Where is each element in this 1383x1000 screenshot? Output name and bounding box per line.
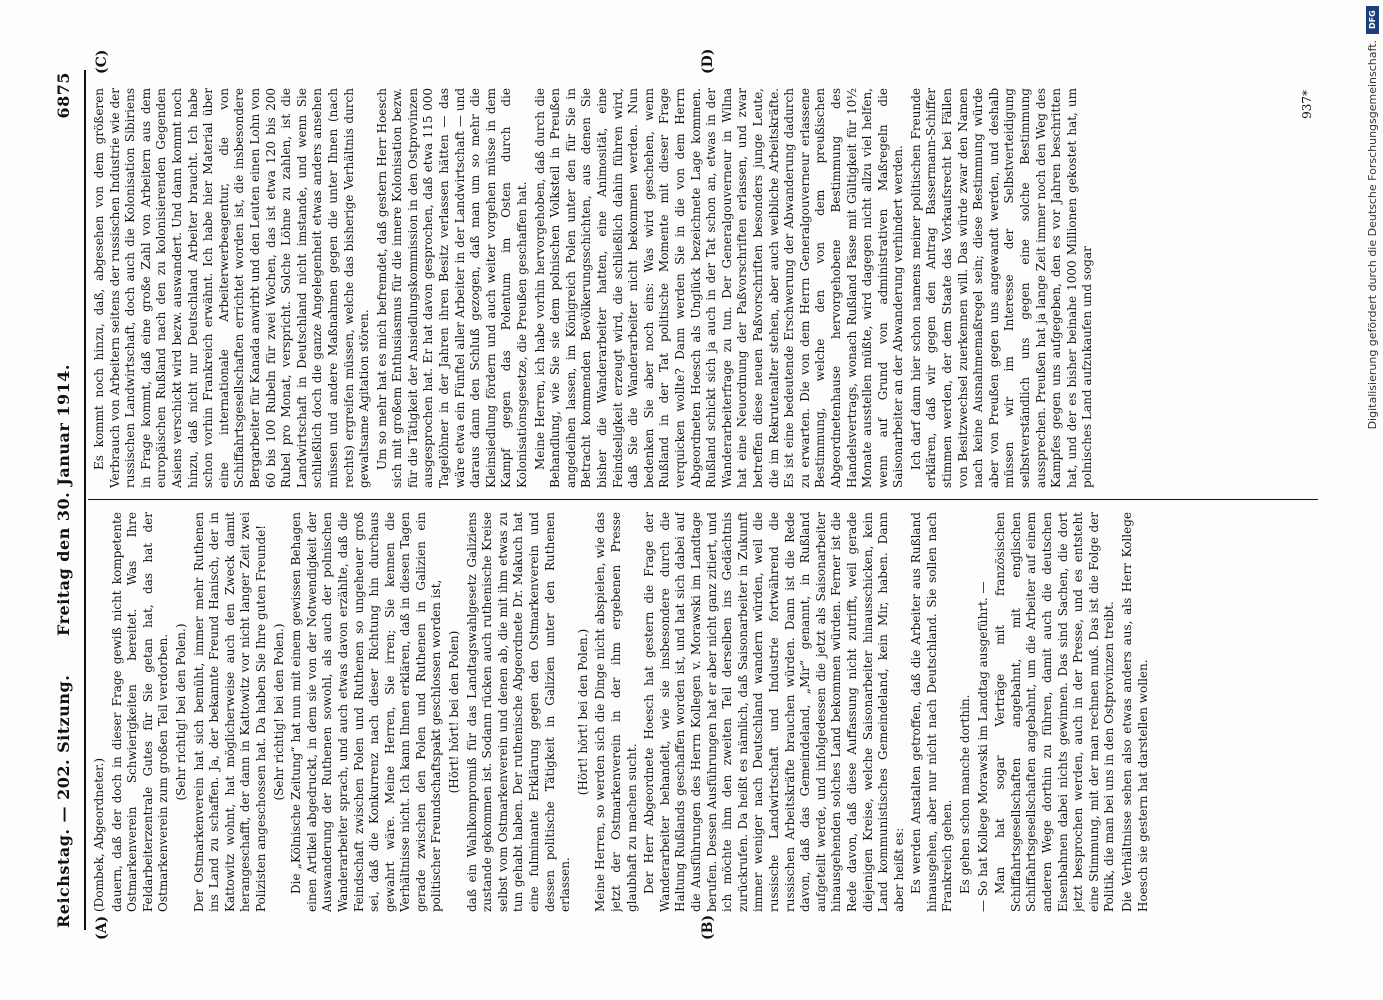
paragraph: Die „Kölnische Zeitung“ hat nun mit einem gewissen Behagen einen Artikel abgedruckt, in dem sie von der Notwendigkeit der Auswanderung der Ruthenen sowohl, als auch der polnischen Wanderarbeiter sprach, und auch etwas davon erzählte, daß die Feindschaft zwischen Polen und Ruthenen so ungeheuer groß sei, daß die Konkurrenz nach dieser Richtung hin durchaus gewahrt wäre. Meine Herren, Sie irren; Sie kennen die Verhältnisse nicht. Ich kann Ihnen erklären, daß in diesen Tagen gerade zwischen den Polen und Ruthenen in Galizien ein politischer Freundschaftspakt geschlossen worden ist, (289, 512, 444, 912)
paragraph: Es kommt noch hinzu, daß, abgesehen von dem größeren Verbrauch von Arbeitern seitens der russischen Industrie wie der russischen Landwirtschaft, doch auch die Kolonisation Sibiriens in Frage kommt, daß eine große Zahl von Arbeitern aus dem europäischen Rußland nach den zu kolonisierenden Gegenden Asiens verschickt wird bezw. auswandert. Und dann kommt noch hinzu, daß nicht nur Deutschland Arbeiter braucht. Ich habe schon vorhin Frankreich erwähnt. Ich habe hier Material über eine internationale Arbeiterwerbeagentur, die von Schiffahrtsgesellschaften errichtet worden ist, die insbesondere Bergarbeiter für Kanada anwirbt und den Leuten einen Lohn von 60 bis 100 Rubeln für zwei Wochen, das ist etwa 120 bis 200 Rubel pro Monat, verspricht. Solche Löhne zu zahlen, ist die Landwirtschaft in Deutschland nicht imstande, und wenn Sie schließlich doch die ganze Angelegenheit etwas anders ansehen müssen und andere Maßnahmen gegen die unter Ihnen (nach rechts) ergreifen müssen, welche das bisherige Verhältnis durch gewaltsame Agitation stören. (92, 88, 372, 488)
text-column-left (92, 512, 1312, 912)
running-head-left: Reichstag. — 202. Sitzung. (54, 674, 73, 928)
page-number: 6875 (54, 72, 73, 119)
header-rule (84, 70, 86, 930)
digitization-notice: Digitalisierung gefördert durch die Deutsche Forschungsgemeinschaft. (1366, 40, 1379, 430)
paragraph: (Sehr richtig! bei den Polen.) (173, 623, 188, 801)
paragraph: (Hört! hört! bei den Polen) (447, 630, 462, 794)
paragraph: Meine Herren, ich habe vorhin hervorgehoben, daß durch die Behandlung, wie Sie sie dem polnischen Volksteil in Preußen angedeihen lassen, im Königreich Polen unter den für Sie in Betracht kommenden Bevölkerungsschichten, aus denen Sie bisher die Wanderarbeiter hatten, eine Animosität, eine Feindseligkeit erzeugt wird, die schließlich dahin führen wird, daß Sie die Wanderarbeiter nicht bekommen werden. Nun bedenken Sie aber noch eins: Was wird geschehen, wenn Rußland in der Tat politische Momente mit dieser Frage verquicken wollte? Dann werden Sie in die von dem Herrn Abgeordneten Hoesch als Unglück bezeichnete Lage kommen. Rußland schickt sich ja auch in der Tat schon an, etwas in der Wanderarbeiterfrage zu tun. Der Generalgouverneur in Wilna hat eine Neuordnung der Paßvorschriften erlassen, und zwar betreffen diese neuen Paßvorschriften besonders junge Leute, die im Rekrutenalter stehen, aber auch weibliche Arbeitskräfte. Es ist eine bedeutende Erschwerung der Abwanderung dadurch zu erwarten. Die von dem Herrn Generalgouverneur erlassene Bestimmung, welche den von dem preußischen Abgeordnetenhause hervorgehobene Bestimmung des Handelsvertrags, wonach Rußland Pässe mit Gültigkeit für 10½ Monate ausstellen müßte, wird dagegen nicht allzu viel helfen, wenn auf Grund von administrativen Maßregeln die Saisonarbeiter an der Abwanderung verhindert werden. (532, 88, 906, 488)
paragraph: Um so mehr hat es mich befremdet, daß gestern Herr Hoesch sich mit großem Enthusiasmus für die innere Kolonisation bezw. für die Tätigkeit der Ansiedlungskommission in den Ostprovinzen ausgesprochen hat. Er hat davon gesprochen, daß etwa 115 000 Tagelöhner in der Jahren ihren Besitz verlassen hätten — das wäre etwa ein Fünftel aller Arbeiter in der Landwirtschaft — und daraus dann den Schluß gezogen, daß man um so mehr die Kleinsiedlung fördern und auch weiter vorgehen müsse in dem Kampf gegen das Polentum im Osten durch die Kolonisationsgesetze, die Preußen geschaffen hat. (374, 88, 530, 488)
paragraph: Der Herr Abgeordnete Hoesch hat gestern die Frage der Wanderarbeiter behandelt, wie sie insbesondere durch die Haltung Rußlands geschaffen worden ist, und hat sich dabei auf die Ausführungen des Herrn Kollegen v. Morawski im Landtage berufen. Dessen Ausführungen hat er aber nicht ganz zitiert, und ich möchte ihm den zweiten Teil derselben ins Gedächtnis zurückrufen. Da heißt es nämlich, daß Saisonarbeiter in Zukunft immer weniger nach Deutschland wandern würden, weil die russische Landwirtschaft und Industrie fortwährend die russischen Arbeitskräfte brauchen würden. Dann ist die Rede davon, daß das Gemeindeland, „Mir“ genannt, in Rußland aufgeteilt werde, und infolgedessen die jetzt als Saisonarbeiter hinausgehenden solches Land bekommen würden. Ferner ist die Rede davon, daß diese Auffassung nicht zutrifft, weil gerade diejenigen Kreise, welche Saisonarbeiter hinausschicken, kein Land kommunistisches Gemeindeland, kein Mir, haben. Dann aber heißt es: (642, 512, 906, 912)
paragraph: (Hört! hört! bei den Polen.) (575, 628, 590, 796)
margin-letter-b: (B) (700, 914, 716, 940)
margin-letter-c: (C) (94, 49, 110, 74)
dfg-logo: DFG (1366, 6, 1379, 34)
paragraph: Man hat sogar Verträge mit französischen Schiffahrtsgesellschaften angebahnt, mit englischen Schiffahrtsgesellschaften angebahnt, um die Arbeiter auf einem anderen Wege dorthin zu führen, damit auch die deutschen Eisenbahnen dabei nichts gewinnen. Das sind Sachen, die dort jetzt besprochen werden, auch in der Presse, und es entsteht eine Stimmung, mit der man rechnen muß. Das ist die Folge der Politik, die man bei uns in den Ostprovinzen treibt. (993, 512, 1117, 912)
margin-letter-d: (D) (700, 48, 716, 74)
signature-mark: 937* (1300, 90, 1314, 119)
paragraph: Ich darf dann hier schon namens meiner politischen Freunde erklären, daß wir gegen den Antrag Bassermann-Schiffer stimmen werden, der dem Staate das Vorkaufsrecht bei Fällen von Besitzwechsel zuerkennen will. Das würde zwar den Namen nach keine Ausnahmemaßregel sein; diese Bestimmung würde aber von Preußen gegen uns angewandt werden, und deshalb müssen wir im Interesse der Selbstverteidigung selbstverständlich uns gegen eine solche Bestimmung aussprechen. Preußen hat ja lange Zeit immer noch den Weg des Kampfes gegen uns aufgegeben, den es vor Jahren beschritten hat, und der es bisher beinahe 1000 Millionen gekostet hat, um polnisches Land aufzukaufen und sogar (908, 88, 1095, 488)
paragraph: (Dombek, Abgeordneter.) (92, 757, 106, 912)
margin-letter-a: (A) (94, 915, 110, 940)
paragraph: daß ein Wahlkompromiß für das Landtagswahlgesetz Galiziens zustande gekommen ist. Sodann rücken auch ruthenische Kreise selbst vom Ostmarkenverein und denen ab, die mit ihm etwas zu tun gehabt haben. Der ruthenische Abgeordnete Dr. Makuch hat eine fulminante Erklärung gegen den Ostmarkenverein und dessen politische Tätigkeit in Galizien unter den Ruthenen erlassen. (464, 512, 573, 912)
paragraph: Es werden Anstalten getroffen, daß die Arbeiter aus Rußland hinausgehen, aber nur nicht nach Deutschland. Sie sollen nach Frankreich gehen. (909, 512, 955, 912)
paragraph: Die Verhältnisse sehen also etwas anders aus, als Herr Kollege Hoesch sie gestern hat darstellen wollen. (1120, 512, 1150, 912)
column-separator (88, 499, 1318, 500)
paragraph: (Sehr richtig! bei den Polen.) (271, 623, 286, 801)
paragraph: Es gehen schon manche dorthin. (958, 694, 973, 894)
paragraph: Der Ostmarkenverein hat sich bemüht, immer mehr Ruthenen ins Land zu schaffen. Ja, der bekannte Freund Hanisch, der in Kattowitz wohnt, hat möglicherweise auch den Zweck damit herangeschafft, der dann in Kattowitz vor nicht langer Zeit zwei Polizisten angeschossen hat. Da haben Sie Ihre guten Freunde! (191, 512, 268, 912)
running-head-date: Freitag den 30. Januar 1914. (54, 364, 73, 636)
paragraph: Meine Herren, so werden sich die Dinge nicht abspielen, wie das jetzt der Ostmarkenverein in der ihm ergebenen Presse glaubhaft zu machen sucht. (593, 512, 639, 912)
text-column-right (92, 88, 1312, 488)
paragraph: — So hat Kollege Morawski im Landtag ausgeführt. — (975, 581, 990, 912)
paragraph: dauern, daß der doch in dieser Frage gewiß nicht kompetente Ostmarkenverein Schwierigkeiten bereitet. Was Ihre Feldarbeiterzentrale Gutes für Sie getan hat, das hat der Ostmarkenverein zum großen Teil verdorben. (109, 512, 171, 912)
